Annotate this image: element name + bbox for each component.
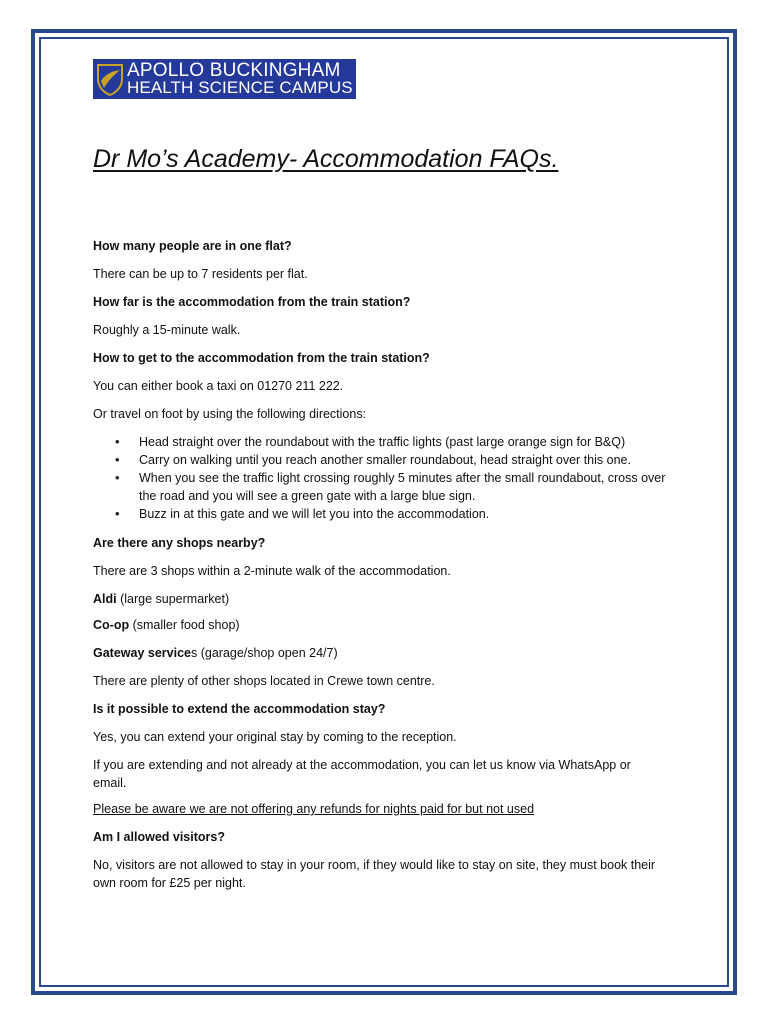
answer-on-foot: Or travel on foot by using the following directions:: [93, 407, 367, 421]
question-extend-stay: Is it possible to extend the accommodation stay?: [93, 702, 386, 716]
answer-distance: Roughly a 15-minute walk.: [93, 323, 241, 337]
refund-notice: Please be aware we are not offering any refunds for nights paid for but not used: [93, 802, 535, 816]
direction-item: • Buzz in at this gate and we will let you into the accommodation.: [93, 505, 673, 523]
shop-name: Co-op: [93, 618, 130, 632]
answer-shops: There are 3 shops within a 2-minute walk of the accommodation.: [93, 564, 451, 578]
question-distance: How far is the accommodation from the train station?: [93, 295, 411, 309]
campus-logo: [93, 59, 356, 99]
shop-gateway: [93, 644, 673, 662]
shop-coop: [93, 616, 673, 634]
question-flat-size: How many people are in one flat?: [93, 239, 292, 253]
answer-extend-remote: If you are extending and not already at the accommodation, you can let us know via WhatsApp or email.: [93, 758, 631, 790]
shop-desc: (large supermarket): [116, 592, 230, 606]
direction-item: • When you see the traffic light crossing roughly 5 minutes after the small roundabout, cross over the road and you will see a green gate with a large blue sign.: [93, 469, 673, 505]
question-visitors: Am I allowed visitors?: [93, 830, 225, 844]
page-title: Dr Mo’s Academy- Accommodation FAQs.: [93, 145, 559, 173]
shop-aldi: [93, 590, 673, 608]
direction-item: • Carry on walking until you reach another smaller roundabout, head straight over this one.: [93, 451, 673, 469]
answer-visitors: No, visitors are not allowed to stay in your room, if they would like to stay on site, they must book their own room for £25 per night.: [93, 858, 656, 890]
shop-desc: (smaller food shop): [129, 618, 240, 632]
shield-icon: [95, 61, 125, 97]
question-shops: Are there any shops nearby?: [93, 536, 266, 550]
answer-taxi: You can either book a taxi on 01270 211 222.: [93, 379, 344, 393]
directions-list: [93, 433, 673, 523]
logo-line-2: HEALTH SCIENCE CAMPUS: [127, 78, 353, 97]
logo-line-1: APOLLO BUCKINGHAM: [127, 60, 341, 81]
answer-flat-size: There can be up to 7 residents per flat.: [93, 267, 308, 281]
question-directions: How to get to the accommodation from the train station?: [93, 351, 430, 365]
answer-more-shops: There are plenty of other shops located in Crewe town centre.: [93, 674, 435, 688]
direction-item: • Head straight over the roundabout with the traffic lights (past large orange sign for B&Q): [93, 433, 673, 451]
shop-desc: s (garage/shop open 24/7): [191, 646, 338, 660]
answer-extend-reception: Yes, you can extend your original stay by coming to the reception.: [93, 730, 457, 744]
shop-name: Gateway service: [93, 646, 191, 660]
shop-name: Aldi: [93, 592, 117, 606]
logo-text: [127, 62, 353, 96]
